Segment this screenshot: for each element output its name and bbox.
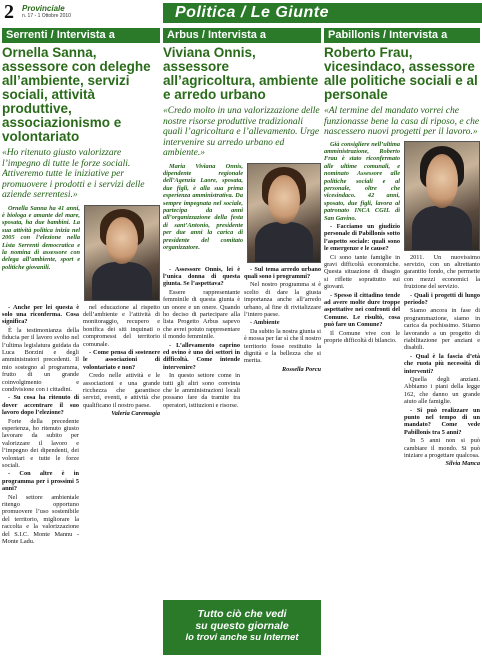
- issue-info: n. 17 - 1 Ottobre 2010: [22, 13, 71, 19]
- article-arbus: [163, 28, 321, 657]
- answer: nel educazione al rispetto dell’ambiente e l’attività di monitoraggio, recupero e bonifica dei siti inquinati o compromessi del territorio comunale.: [83, 303, 160, 348]
- article-headline: Viviana Onnis, assessore all’agricoltura, ambiente e arredo urbano: [163, 45, 319, 102]
- article-headline: Roberto Frau, vicesindaco, assessore alle politiche sociali e al personale: [324, 45, 478, 102]
- portrait-photo: [247, 163, 321, 263]
- article-pabillonis: [324, 28, 480, 657]
- answer: Siamo ancora in fase di programmazione, siamo in carica da pochissimo. Stiamo lavorando a un progetto di riabilitazione per anziani e disabili.: [404, 307, 480, 352]
- answer: Ci sono tante famiglie in gravi difficoltà economiche. Questa situazione di disagio si riflette soprattutto sui giovani.: [324, 253, 400, 291]
- section-banner: [163, 3, 482, 23]
- question: - Con altre è in programma per i prossimi 5 anni?: [2, 470, 79, 493]
- article-bar: Arbus / Intervista a: [163, 28, 321, 43]
- question: - Quali i progetti di lungo periodo?: [404, 291, 480, 306]
- question: - Spesso il cittadino tende ad avere molte dure troppe aspettative nei confronti del Comune. Le risultò, cosa può fare un Comune?: [324, 291, 400, 329]
- article-bar: Pabillonis / Intervista a: [324, 28, 480, 43]
- answer: Da subito la nostra giunta si è mossa per far sì che il nostro territorio fosse restituito la dignità e la bellezza che si merita.: [244, 327, 321, 365]
- question: - L’allevamento caprino ed ovino è uno dei settori in difficoltà. Come intende intervenire?: [163, 341, 240, 371]
- answer: Nel nostro programma si è scelto di dare la giusta importanza anche all’arredo urbano, al fine di rivitalizzare l’intero paese.: [244, 281, 321, 318]
- signature: Silvia Manca: [445, 460, 480, 468]
- newspaper-logo: Provinciale: [22, 4, 65, 13]
- answer: Quella degli anziani. Abbiamo i piani della legge 162, che danno un grande aiuto alle famiglie.: [404, 376, 480, 406]
- article-lead: «Ho ritenuto giusto valorizzare l’impegno di tutte le forze sociali. Attiveremo tutte le iniziative per promuovere i prodotti e i servizi delle aziende serrentesi.»: [2, 148, 145, 200]
- section-title: Politica / Le Giunte: [175, 4, 330, 21]
- question: - Qual è la fascia d’età che ruota più necessità di interventi?: [404, 352, 480, 375]
- question: - Assessore Onnis, lei è l’unica donna di questa giunta. Se l’aspettava?: [163, 265, 240, 288]
- answer: È la testimonianza della fiducia per il lavoro svolto nel l’ultima legislatura guidata da Luca Borzini e degli amministratori precedenti. Il mio sostegno al programma, frutto di un grande coinvolgimento e condivisione con i cittadini.: [2, 326, 79, 393]
- page-number: 2: [4, 1, 14, 23]
- question: - Sul tema arredo urbano quali sono i programmi?: [244, 265, 321, 280]
- article-serrenti: [2, 28, 160, 657]
- portrait-photo: [404, 141, 480, 251]
- question: - Facciamo un giudizio personale di Pabillonis sotto l’aspetto sociale: quali sono le emergenze e le cause?: [324, 222, 400, 253]
- answer: Credo nelle attività e le associazioni e una grande ricchezza che garantisce servizi, eventi, e attività che qualificano il nostro paese.: [83, 372, 160, 409]
- answer: 2011. Un nuovissimo servizio, con un altrettanto garantito fondo, che permette con mezzi economici la fruizione del servizio.: [404, 253, 480, 291]
- portrait-photo: [84, 205, 160, 301]
- answer: In questo settore come in tutti gli altri sono convinta che le amministrazioni locali possano fare da tramite tra operatori, istituzioni e risorse.: [163, 372, 240, 409]
- article-bar: Serrenti / Intervista a: [2, 28, 160, 43]
- ad-line: Tutto ciò che vedi: [197, 608, 287, 620]
- article-headline: Ornella Sanna, assessore con deleghe all’ambiente, servizi sociali, attività produttive, associazionismo e volontariato: [2, 45, 151, 144]
- signature: Valeria Caremagia: [111, 410, 160, 418]
- answer: Forte della precedente esperienza, ho ritenuto giusto lavorare da subito per valorizzare il lavoro e l’impegno dei dipendenti, dei volontari e tutte le forze sociali.: [2, 417, 79, 470]
- question: - Ambiente: [250, 319, 280, 327]
- question: - Su cosa ha ritenuto di dover accentrare il suo lavoro dopo l’elezione?: [2, 394, 79, 417]
- page-header: [0, 0, 482, 26]
- article-intro: Maria Viviana Onnis, dipendente regionale dell’Agenzia Laore, sposata, due figli, è alla sua prima esperienza amministrativa. Da sempre impegnata nel sociale, partecipa da anni all’organizzazione della festa di sant’Antonio, presidente per due anni la carica di presidente del comitato organizzatore.: [163, 162, 243, 251]
- question: - Come pensa di sostenere le associazioni di volontariato e non?: [83, 348, 160, 371]
- answer: Essere rappresentante femminile di questa giunta è un onore e un onere. Quando ho deciso di partecipare alla lista Progetto Arbus sapevo che avrei potuto rappresentare il mondo femminile.: [163, 288, 240, 341]
- article-lead: «Credo molto in una valorizzazione delle nostre risorse produttive tradizionali quali l’agricoltura e l’allevamento. Urge intervenire su arredo urbano ed ambiente.»: [163, 106, 320, 158]
- ad-line: su questo giornale: [195, 620, 289, 632]
- article-lead: «Al termine del mandato vorrei che funzionasse bene la casa di riposo, e che nascessero nuovi progetti per il lavoro.»: [324, 106, 480, 137]
- answer: Nel settore ambientale ritengo opportuno promuovere l’uso sostenibile del territorio, migliorare la raccolta e la valorizzazione del S.I.C. Monte Mannu - Monte Ladu.: [2, 493, 79, 546]
- article-intro: Ornella Sanna ha 41 anni, è biologa e amante del mare, sposata, ha due bambini. La sua attività politica inizia nel 2005 con l’elezione nella Lista Serrenti democratica e la nomina di assessore con delega all’ambiente, sport e politiche giovanili.: [2, 204, 80, 271]
- ad-line: lo trovi anche su Internet: [185, 632, 299, 643]
- question: - Si può realizzare un punto nel tempo di un mandato? Come vede Pabillonis tra 5 anni?: [404, 406, 480, 436]
- internet-ad-banner[interactable]: [163, 600, 321, 655]
- answer: Il Comune vive con le proprie difficoltà di bilancio.: [324, 329, 400, 345]
- article-intro: Già consigliere nell’ultima amministrazione, Roberto Frau è stato riconfermato alle ultime comunali, e nominato Assessore alle politiche sociali e al personale, oltre che vicesindaco. 42 anni, sposato, due figli, lavora al patronato INCA CGIL di San Gavino.: [324, 140, 400, 222]
- answer: In 5 anni non si può cambiare il mondo. Si può iniziare a progettare qualcosa.: [404, 437, 480, 460]
- question: - Anche per lei questa è solo una riconferma. Cosa significa?: [2, 303, 79, 326]
- signature: Rossella Porcu: [281, 365, 321, 373]
